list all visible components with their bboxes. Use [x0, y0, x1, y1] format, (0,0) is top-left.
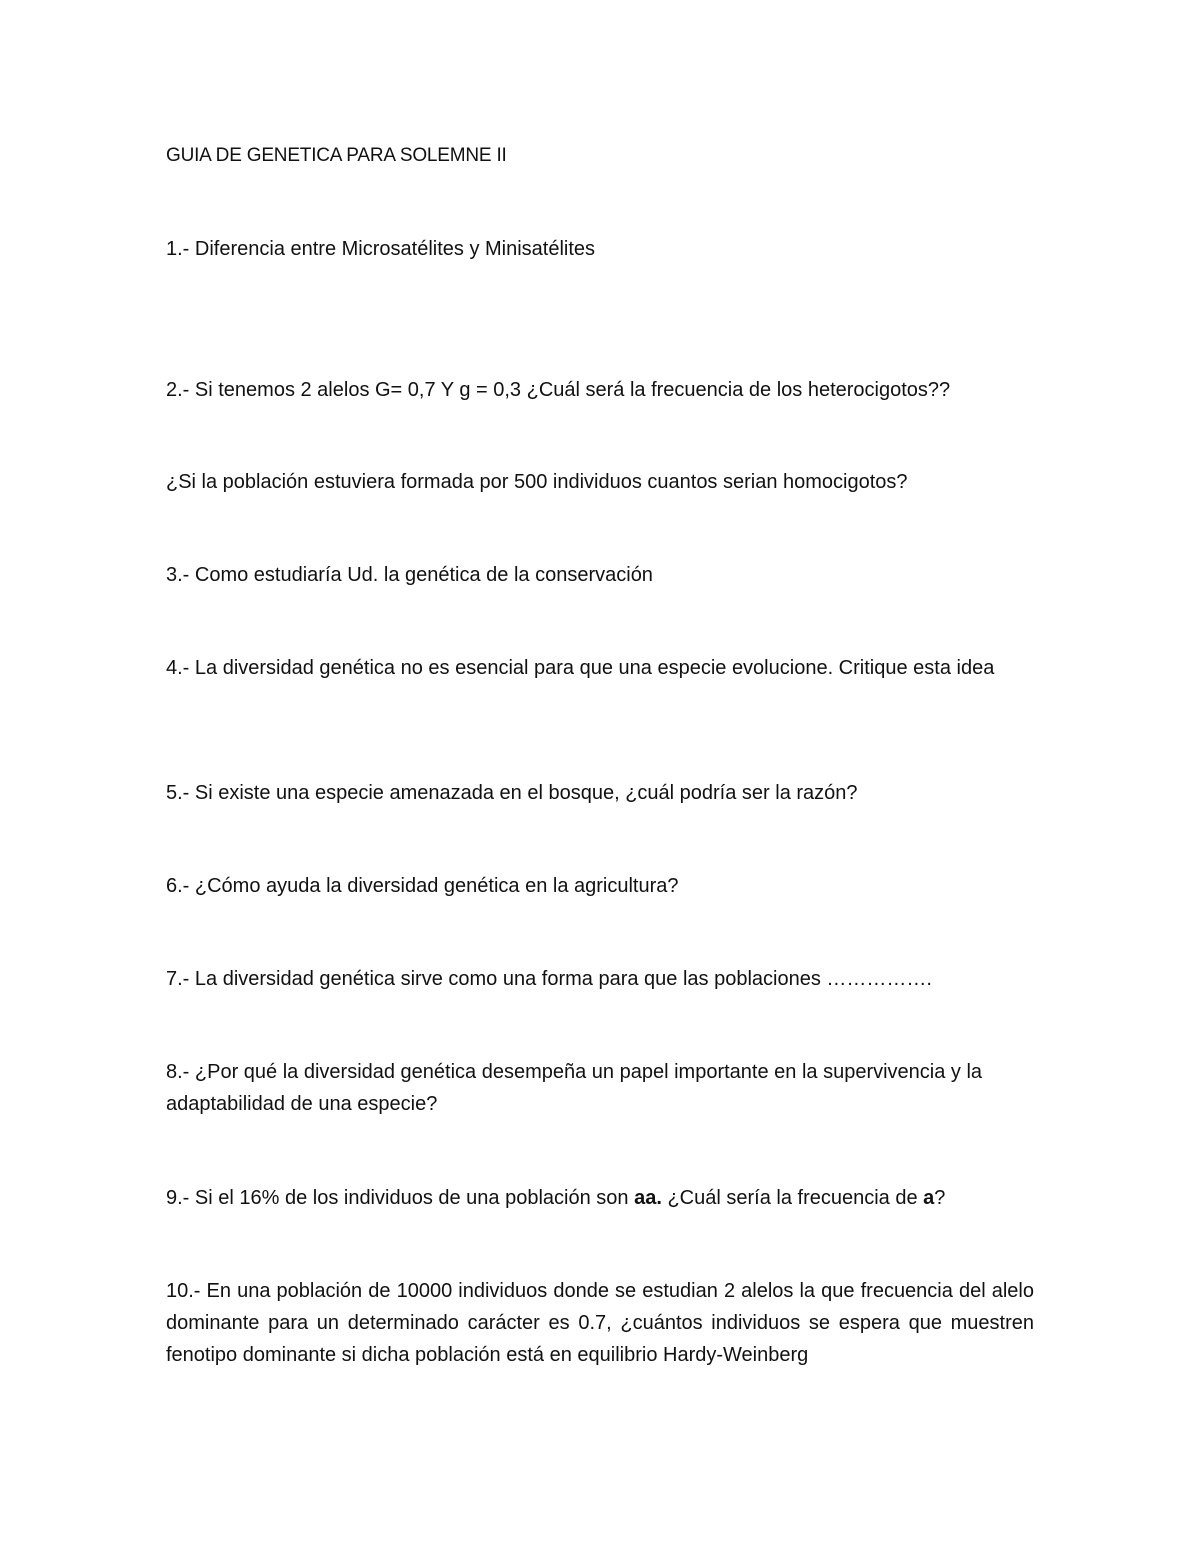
question-9-bold-genotype: aa.	[634, 1187, 662, 1209]
question-9-text-2: ¿Cuál sería la frecuencia de	[661, 1187, 924, 1209]
question-8: 8.- ¿Por qué la diversidad genética desempeña un papel importante en la supervivencia y la adaptabilidad de una especie?	[166, 1061, 983, 1115]
question-3: 3.- Como estudiaría Ud. la genética de la conservación	[166, 564, 653, 586]
question-5: 5.- Si existe una especie amenazada en el bosque, ¿cuál podría ser la razón?	[166, 782, 858, 804]
question-6: 6.- ¿Cómo ayuda la diversidad genética en la agricultura?	[166, 875, 679, 897]
question-9	[166, 1182, 1034, 1214]
question-1: 1.- Diferencia entre Microsatélites y Minisatélites	[166, 238, 596, 260]
question-9-text-1: 9.- Si el 16% de los individuos de una población son	[166, 1187, 635, 1209]
question-4: 4.- La diversidad genética no es esencial para que una especie evolucione. Critique esta idea	[166, 657, 995, 679]
question-10: 10.- En una población de 10000 individuos donde se estudian 2 alelos la que frecuencia del alelo dominante para un determinado carácter es 0.7, ¿cuántos individuos se espera que muestren fenotipo dominante si dicha población está en equilibrio Hardy-Weinberg	[166, 1280, 1034, 1366]
question-7: 7.- La diversidad genética sirve como una forma para que las poblaciones …………….	[166, 968, 932, 990]
question-2-followup: ¿Si la población estuviera formada por 500 individuos cuantos serian homocigotos?	[166, 471, 908, 493]
question-2: 2.- Si tenemos 2 alelos G= 0,7 Y g = 0,3 ¿Cuál será la frecuencia de los heterocigotos??	[166, 379, 951, 401]
question-9-bold-allele: a	[923, 1187, 935, 1209]
question-9-text-3: ?	[934, 1187, 946, 1209]
document-title: GUIA DE GENETICA PARA SOLEMNE II	[166, 145, 507, 166]
